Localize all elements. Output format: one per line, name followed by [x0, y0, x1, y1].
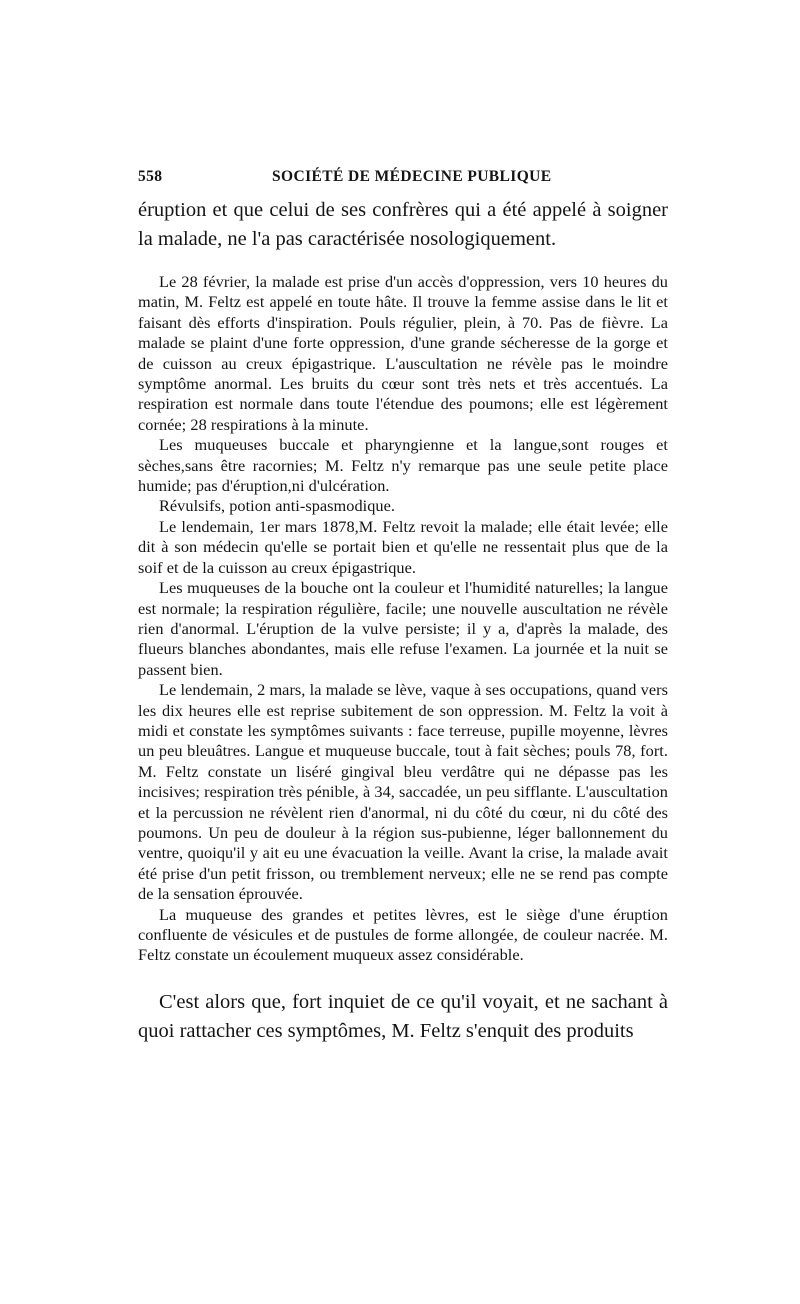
- case-report-body: [138, 272, 668, 966]
- lead-paragraph: éruption et que celui de ses confrères qui a été appelé à soigner la malade, ne l'a pas caractérisée nosologiquement.: [138, 199, 668, 250]
- paragraph-march-1: Le lendemain, 1er mars 1878,M. Feltz revoit la malade; elle était levée; elle dit à son médecin qu'elle se portait bien et qu'elle ne ressentait plus que de la soif et de la cuisson au creux épigastrique.: [138, 516, 668, 577]
- page-number: 558: [138, 168, 163, 185]
- paragraph-mucous-membranes: Les muqueuses buccale et pharyngienne et la langue,sont rouges et sèches,sans être racornies; M. Feltz n'y remarque pas une seule petite place humide; pas d'éruption,ni d'ulcération.: [138, 435, 668, 496]
- paragraph-treatment: Révulsifs, potion anti-spasmodique.: [159, 496, 395, 516]
- closing-paragraph: C'est alors que, fort inquiet de ce qu'il voyait, et ne sachant à quoi rattacher ces symptômes, M. Feltz s'enquit des produits: [138, 990, 668, 1042]
- running-title: SOCIÉTÉ DE MÉDECINE PUBLIQUE: [272, 168, 552, 185]
- running-header: [138, 168, 668, 192]
- book-page: [138, 168, 668, 1046]
- paragraph-eruption: La muqueuse des grandes et petites lèvres, est le siège d'une éruption confluente de vésicules et de pustules de forme allongée, de couleur nacrée. M. Feltz constate un écoulement muqueux assez considérable.: [138, 904, 668, 965]
- paragraph-february-28: Le 28 février, la malade est prise d'un accès d'oppression, vers 10 heures du matin, M. Feltz est appelé en toute hâte. Il trouve la femme assise dans le lit et faisant dès efforts d'inspiration. Pouls régulier, plein, à 70. Pas de fièvre. La malade se plaint d'une forte oppression, d'une grande sécheresse de la gorge et de cuisson au creux épigastrique. L'auscultation ne révèle pas le moindre symptôme anormal. Les bruits du cœur sont très nets et très accentués. La respiration est normale dans toute l'étendue des poumons; elle est légèrement cornée; 28 respirations à la minute.: [138, 272, 668, 434]
- paragraph-march-2: Le lendemain, 2 mars, la malade se lève, vaque à ses occupations, quand vers les dix heures elle est reprise subitement de son oppression. M. Feltz la voit à midi et constate les symptômes suivants : face terreuse, pupille moyenne, lèvres un peu bleuâtres. Langue et muqueuse buccale, tout à fait sèches; pouls 78, fort. M. Feltz constate un liséré gingival bleu verdâtre qui ne dépasse pas les incisives; respiration très pénible, à 34, saccadée, un peu sifflante. L'auscultation et la percussion ne révèlent rien d'anormal, ni du côté du cœur, ni du côté des poumons. Un peu de douleur à la région sus-pubienne, léger ballonnement du ventre, quoiqu'il y ait eu une évacuation la veille. Avant la crise, la malade avait été prise d'un petit frisson, ou tremblement nerveux; elle ne se rend pas compte de la sensation éprouvée.: [138, 680, 668, 904]
- paragraph-natural-mucosa: Les muqueuses de la bouche ont la couleur et l'humidité naturelles; la langue est normale; la respiration régulière, facile; une nouvelle auscultation ne révèle rien d'anormal. L'éruption de la vulve persiste; il y a, d'après la malade, des flueurs blanches abondantes, mais elle refuse l'examen. La journée et la nuit se passent bien.: [138, 578, 668, 679]
